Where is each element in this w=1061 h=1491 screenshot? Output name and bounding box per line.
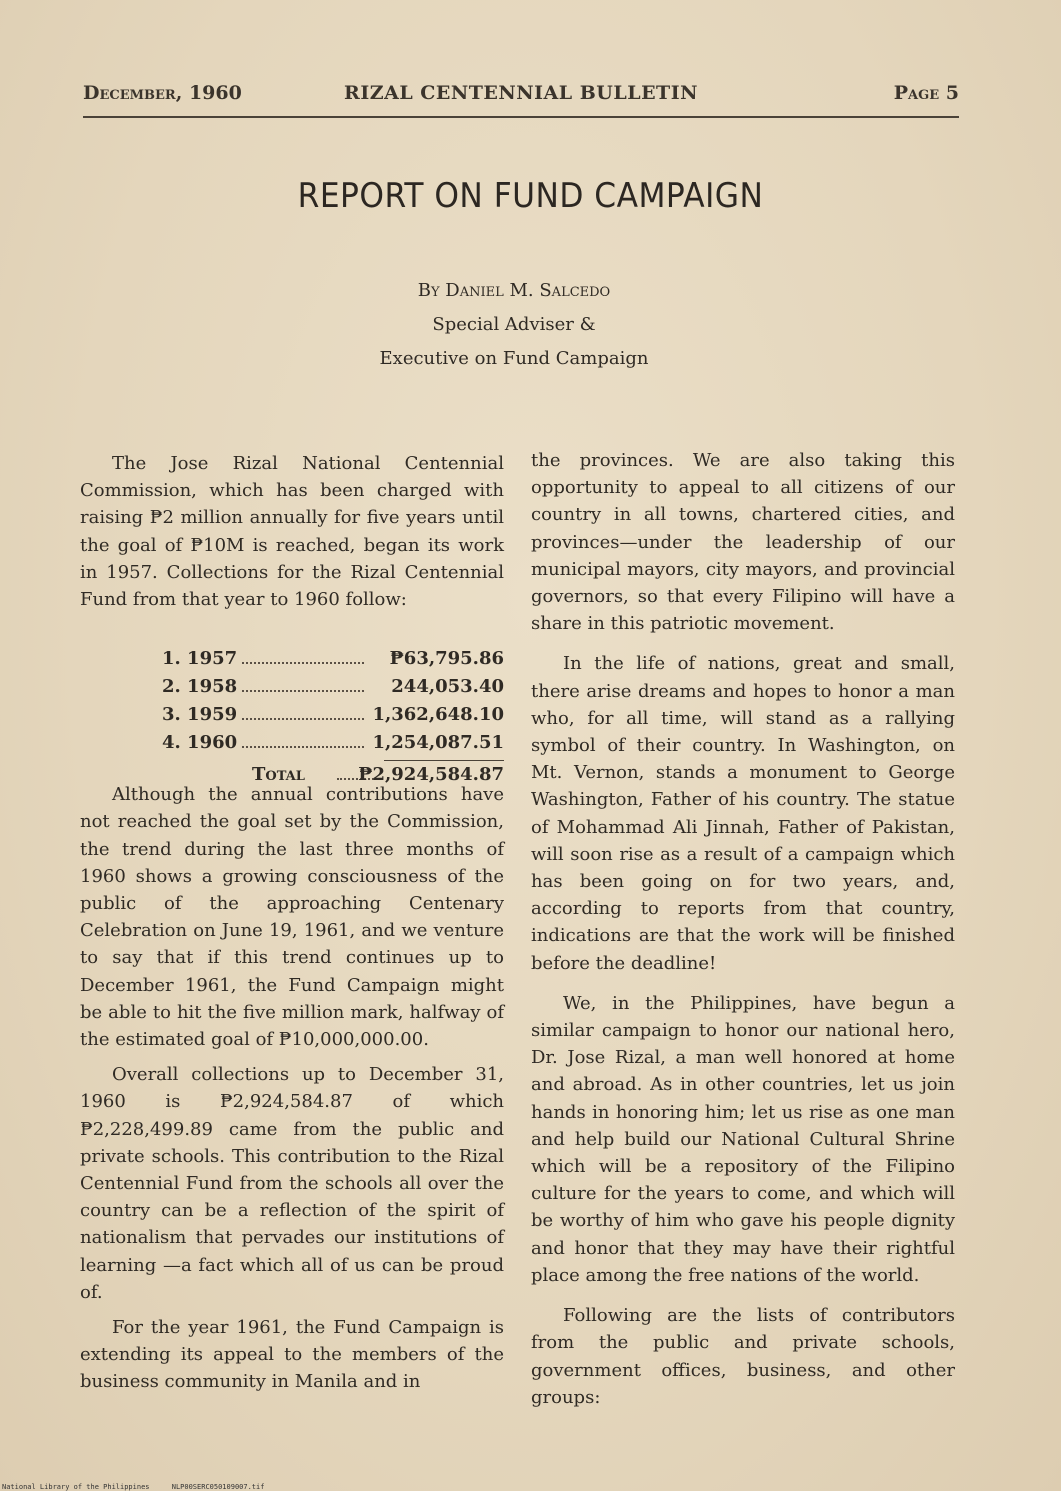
total-row — [162, 764, 504, 792]
amount: 244,053.40 — [391, 676, 504, 697]
author-byline: By Daniel M. Salcedo — [417, 280, 611, 301]
publication-name: RIZAL CENTENNIAL BULLETIN — [344, 82, 698, 104]
leader-dots — [242, 690, 364, 692]
issue-date: December, 1960 — [83, 82, 242, 104]
amount: ₱63,795.86 — [389, 648, 504, 669]
table-row — [162, 676, 504, 704]
paragraph: the provinces. We are also taking this opportunity to appeal to all citizens of our country in all towns, chartered cities, and provinces—under the leadership of our municipal mayors, city mayors, and provincial governors, so that every Filipino will have a share in this patriotic movement. — [531, 450, 955, 635]
leader-dots — [242, 718, 364, 720]
author-role: Special Adviser & — [432, 314, 596, 335]
left-column — [80, 450, 504, 1396]
scan-footer — [2, 1483, 282, 1491]
year-label: 4. 1960 — [162, 732, 238, 753]
paragraph: Although the annual contributions have not reached the goal set by the Commission, the trend during the last three months of 1960 shows a growing consciousness of the public of the approaching Centenary Celebration on June 19, 1961, and we venture to say that if this trend continues up to December 1961, the Fund Campaign might be able to hit the five million mark, halfway of the estimated goal of ₱10,000,000.00. — [80, 784, 504, 1051]
paragraph: For the year 1961, the Fund Campaign is extending its appeal to the members of the business community in Manila and in — [80, 1317, 504, 1393]
page-number: Page 5 — [893, 82, 959, 104]
total-rule — [384, 760, 504, 761]
library-credit: National Library of the Philippines — [2, 1483, 150, 1491]
amount: 1,362,648.10 — [372, 704, 504, 725]
table-row — [162, 732, 504, 760]
header-rule — [83, 116, 959, 118]
total-label: Total — [252, 764, 305, 785]
running-header — [83, 82, 959, 108]
year-label: 1. 1957 — [162, 648, 238, 669]
paragraph: We, in the Philippines, have begun a similar campaign to honor our national hero, Dr. Jose Rizal, a man well honored at home and abroad. As in other countries, let us join hands in honoring him; let us rise as one man and help build our National Cultural Shrine which will be a repository of the Filipino culture for the years to come, and which will be worthy of him who gave his people dignity and honor that they may have their rightful place among the free nations of the world. — [531, 992, 955, 1286]
right-column — [531, 447, 955, 1411]
year-label: 2. 1958 — [162, 676, 238, 697]
paragraph: Overall collections up to December 31, 1960 is ₱2,924,584.87 of which ₱2,228,499.89 came from the public and private schools. This contribution to the Rizal Centennial Fund from the schools all over the country can be a reflection of the spirit of nationalism that pervades our institutions of learning —a fact which all of us can be proud of. — [80, 1064, 504, 1303]
leader-dots — [242, 662, 364, 664]
amount: 1,254,087.51 — [372, 732, 504, 753]
author-role-2: Executive on Fund Campaign — [379, 348, 649, 369]
leader-dots — [242, 746, 364, 748]
paragraph: The Jose Rizal National Centennial Commission, which has been charged with raising ₱2 million annually for five years until the goal of ₱10M is reached, began its work in 1957. Collections for the Rizal Centennial Fund from that year to 1960 follow: — [80, 453, 504, 611]
table-row — [162, 704, 504, 732]
table-row — [162, 648, 504, 676]
article-title: REPORT ON FUND CAMPAIGN — [297, 176, 764, 216]
collections-table — [162, 648, 504, 785]
year-label: 3. 1959 — [162, 704, 238, 725]
paragraph: Following are the lists of contributors from the public and private schools, government offices, business, and other groups: — [531, 1305, 955, 1408]
total-amount: ₱2,924,584.87 — [358, 764, 504, 785]
paragraph: In the life of nations, great and small, there arise dreams and hopes to honor a man who, for all time, will stand as a rallying symbol of their country. In Washington, on Mt. Vernon, stands a monument to George Washington, Father of his country. The statue of Mohammad Ali Jinnah, Father of Pakistan, will soon rise as a result of a campaign which has been going on for two years, and, according to reports from that country, indications are that the work will be finished before the deadline! — [531, 653, 955, 974]
file-name: NLP00SERC050109007.tif — [171, 1483, 265, 1491]
